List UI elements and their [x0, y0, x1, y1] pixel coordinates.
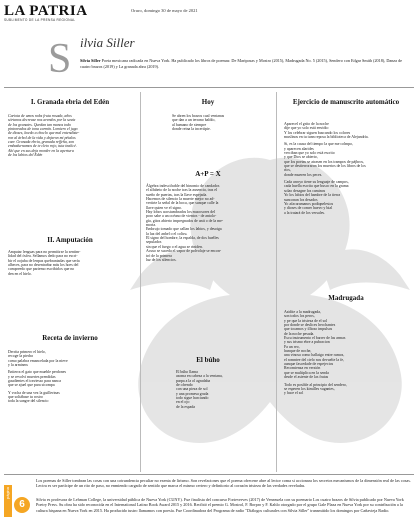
poem-line: vertirte la señal de la boca, que sunque calle la: [146, 201, 219, 206]
column-divider-left: [140, 92, 141, 472]
poem-line: y que Dios se abierto,: [284, 155, 318, 160]
poem-line: que se destierroraron los muertos de los libros de los: [284, 164, 366, 169]
dateline: Oruro, domingo 30 de mayo de 2021: [131, 8, 198, 13]
poem-title-hoy: Hoy: [201, 98, 215, 106]
author-name: ilvia Siller: [80, 35, 135, 50]
poem-line: y pe que la tristeza de el sol: [284, 318, 328, 323]
poem-line: a la tratará de los versales.: [284, 210, 326, 215]
footer-paragraph-criticism: Los poemas de Siller tombran las cosas con una cotrundencia peculiar no exenta de lirismo. Son revelaciones que el poema ofrecene abre al lector coma si accionara los secretos mecanismos de la dimensión real de las cosas. Lectra es ser partícipe de un rito de paso, no enmiendo cargado de sentido que marca el mismo certero y definitorio al corazón tristeza de las verdades reveladas.: [36, 478, 411, 489]
poem-title-invierno: Receta de invierno: [42, 334, 98, 342]
poem-line: Cada arroyo tiene su lenguaje de campos,: [284, 180, 349, 185]
poem-line: cada huella escrita que busco en la grama: [284, 184, 349, 189]
poem-line: hunque de noche,: [284, 349, 312, 354]
poem-line: y una promesa grada: [176, 391, 209, 396]
poem-line: llave quien ve el signo.: [146, 205, 182, 210]
poem-body-buho: [176, 370, 272, 409]
poem-line: solao desagne los caminos: [284, 188, 326, 193]
poem-line: Asidite a la madrugada,: [284, 310, 321, 314]
poem-line: aunque fascedade de espejecios: [284, 362, 334, 367]
poem-line: sin que el fuego o el agua se riniden.: [146, 244, 203, 249]
poem-line: Amputar lenguas para no permitirse la sentim-: [8, 250, 81, 254]
column-divider-right: [276, 92, 277, 472]
poem-title-granada: I. Granada ebria del Edén: [30, 98, 110, 106]
page-number: 6: [14, 497, 30, 513]
poem-line: y dioses de comer huevo y bial: [284, 206, 333, 211]
poem-line: de ofrendo: [176, 383, 193, 388]
bio-text: Poeta mexicana radicada en Nueva York. Ha publicado los libros de poemas: De Mariposas y Mostro (2015), Madrugada No. 5 (2015), Sendero con Edgar Smith (2018), Danza de cuatro brazos (2019) y La granada abra (2019).: [80, 58, 403, 69]
poem-title-buho: El búho: [196, 356, 220, 364]
poem-line: Acuso se suceda el vapor de polvolaje se encon-: [146, 249, 222, 254]
poem-line: sepulados: [146, 240, 162, 245]
poem-line: muslinos en tu tunn reposa la biblioteca de Alejandría.: [284, 135, 369, 140]
poem-line: como palabra emancelada por la nieve: [8, 358, 68, 363]
footer-paragraph-bio: Silvia es profesora de Lehman College, la universidad pública de Nueva York (CUNY). Fue finalista del concurso Forteverves (2017) de Venezuela con su poemario Los cuatro brazos de Silvia publicado por Nueva York Poetry Press. Su obra ha sido reconocida en el International Latino Book Award 2015 y 2016. Recibió el premio G. Mostrol, F. Borpro y F. Kahlo otorgado por el grupo Gale Plaza en Nueva York por su contribución a la cultura hispana en Nueva York en 2015. Ha producido tustro llamamos con poesía. Fue Coordinadora del Programa de radio "Diálogos culturales con Silvia Siller" transmitido los domingos por Cañavieja Radio.: [36, 497, 404, 513]
poem-line: Hay lobos acostumbrados los mucosores del: [146, 210, 216, 215]
poem-line: Yo los labios del hambre de la tierra: [284, 193, 341, 198]
poem-body-invierno: [8, 350, 136, 404]
poem-line: Todo es posible al principio del sendero,: [284, 382, 347, 387]
bio-author-name: Silvia Siller: [80, 58, 101, 63]
poem-line: ríos,: [284, 168, 291, 173]
poem-line: El signo del hombre, la espalda, de dos huelles: [146, 236, 219, 241]
poem-line: de dioses, koedo a choclo que mal entendiste-: [8, 131, 80, 136]
poem-line: que los poetas se atrasen en los trampos de pájbros,: [284, 159, 364, 164]
poem-line: den en el hielo.: [8, 271, 32, 276]
poem-line: se esperen los kimilles vagantes,: [284, 386, 335, 391]
poem-line: Recomienza en versión: [284, 366, 321, 371]
poem-body-amputacion: [8, 250, 136, 276]
poem-line: en el ojo: [176, 400, 190, 405]
poem-line: con una pieza de sol: [176, 387, 208, 392]
poem-line: sunconan los desados: [284, 197, 318, 202]
poem-line: que tocamos y illtoso impulsos: [284, 327, 333, 332]
poem-line: Embrujo tomado que callan los labios, y desoiga: [146, 227, 222, 232]
poem-line: de los granates. Quedan tan manos todo: [8, 122, 72, 127]
poem-line: Y vocha de una vez la guillerinas: [8, 390, 60, 395]
poem-line: Derrita primero el hielo,: [8, 350, 46, 354]
poem-line: son todos los peros,: [284, 314, 315, 319]
poem-line: Aparecel el grito de la noche: [284, 122, 329, 126]
poem-line: Cariota de umos nobs fruta rosada, años: [8, 114, 72, 118]
poem-line: tró de la primera: [146, 253, 172, 258]
footer-divider: [4, 474, 414, 475]
author-bio: [80, 58, 405, 69]
poem-line: asoma en cabeza a la ventana,: [176, 374, 223, 379]
poem-line: sueño de puertas, tras la llave espejada.: [146, 192, 208, 197]
poem-line: lidad del ósfea. Sellamos dedo para no escri-: [8, 254, 78, 259]
poem-line: que soltábase tu rostro: [8, 395, 43, 400]
poem-body-madrugada: [284, 310, 414, 396]
poem-line: donde mueren los peces.: [284, 172, 323, 177]
poem-line: de los labios del Edén: [8, 153, 43, 158]
poem-line: y sus trismo ebre a pubracion: [284, 340, 330, 345]
poem-line: al humano de siempre: [172, 122, 207, 127]
decorative-initial: S: [48, 36, 72, 82]
poem-line: poro sabe a un océano de vientos - de antolo-: [146, 214, 217, 219]
poem-line: Fa un reo,: [284, 344, 300, 349]
poem-line: bir el oojuba de lenpas quebrantadas que sería: [8, 258, 80, 263]
poem-line: ron al árbol de la vida y dejaron mi pétalos: [8, 135, 76, 140]
poem-line: que se ajuel que para sicompa: [8, 383, 55, 388]
poem-line: El búho llama: [176, 370, 198, 374]
newspaper-masthead-title: LA PATRIA: [4, 3, 88, 19]
poem-line: alheces, para no desentrañar más los hoes del: [8, 263, 79, 268]
poem-line: por donde se deslices hecchantes: [284, 323, 336, 328]
page-section-label: página: [5, 487, 10, 500]
poem-line: parpa a la ol agradaba: [176, 378, 211, 383]
poem-line: verciban que yo solo está escrito: [284, 151, 335, 156]
poem-line: el romntee del cielo nos devuelte la fe,: [284, 357, 345, 362]
poem-line: pintoreados de tona carmín. Lomiero el jugo: [8, 127, 78, 132]
poem-line: Álgebra indescifrable del binomio de candados: [146, 184, 220, 188]
poem-line: donde reina la incertipie.: [172, 127, 211, 132]
poem-line: recoge la piedra: [8, 354, 33, 359]
poem-line: sórtanos decrease nos arendos por la savia: [8, 118, 76, 123]
poem-line: dije que yo solo está envidio: [284, 126, 329, 131]
poem-line: luz de los silencios.: [146, 257, 177, 262]
poem-line: y hace el sol: [284, 391, 304, 396]
poem-line: el alfabeto de la noche tras la ausencia, tras el: [146, 188, 218, 193]
poem-line: la luz del anhel o el coltru.: [146, 231, 188, 236]
poem-line: de la noche pesada.: [284, 331, 315, 336]
poem-line: Se abren los brazos cual ventanas: [172, 114, 225, 118]
poem-line: todo sigue harciando: [176, 396, 209, 401]
poem-body-granada: [8, 114, 136, 157]
poem-body-apx: [146, 184, 274, 262]
poem-line: Ahí que en sus deja morder en la apertura: [8, 148, 74, 153]
poem-line: toda la sangre del silencio: [8, 399, 49, 404]
poem-line: embadurnamos de te cleto rojo, tuta inalicé.: [8, 144, 77, 149]
poem-line: y se revolví muertes prendidas: [8, 374, 56, 379]
poem-line: y aparecen alarides: [284, 146, 314, 151]
poem-title-madrugada: Madrugada: [328, 294, 364, 302]
poem-line: una vinosa como hallaigo entre rumos,: [284, 353, 345, 358]
poem-line: y la armisms: [8, 363, 28, 368]
poem-body-manuscrito: [284, 122, 414, 215]
header-divider: [4, 87, 414, 88]
poem-line: que se multiplica en la senda: [284, 370, 329, 375]
poem-line: Escu instrumento el barrer de las armas: [284, 336, 346, 341]
poem-title-apx: A+P = X: [195, 170, 221, 178]
poem-line: Si, es la causa del tiempo la que me colmpo,: [284, 142, 354, 147]
poem-line: moria.: [146, 223, 157, 228]
poem-line: gaudientes el traviesso para nanca: [8, 379, 61, 384]
poem-body-hoy: [172, 114, 272, 131]
poem-line: compreedo que pariemo escribirlos que no: [8, 267, 75, 272]
poem-title-manuscrito: Ejercicio de manuscrito automático: [292, 98, 400, 106]
poem-line: Hacemos de silencio la muerte mejor no ad-: [146, 197, 215, 202]
poem-line: caer. Granada ebria, granada reffeña, son: [8, 140, 74, 145]
poem-line: de la espada: [176, 404, 196, 409]
poem-line: Entierra el gato que mueble perdones: [8, 370, 67, 375]
poem-line: gía, gitos abierto impregnados de unit o de la me-: [146, 218, 224, 223]
poem-line: Yo afacaramanos podiqnelestos: [284, 201, 334, 206]
poem-title-amputacion: II. Amputación: [47, 236, 93, 244]
poem-line: desde el asiente de las frutas: [284, 375, 329, 380]
newspaper-masthead-subtitle: SUBLIMENTO DE LA PRENSA REGIONAL: [4, 18, 76, 22]
poem-line: que dan a un terrano baldío,: [172, 118, 216, 123]
poem-line: Y los celebrar siguen buscando los colores: [284, 130, 351, 135]
